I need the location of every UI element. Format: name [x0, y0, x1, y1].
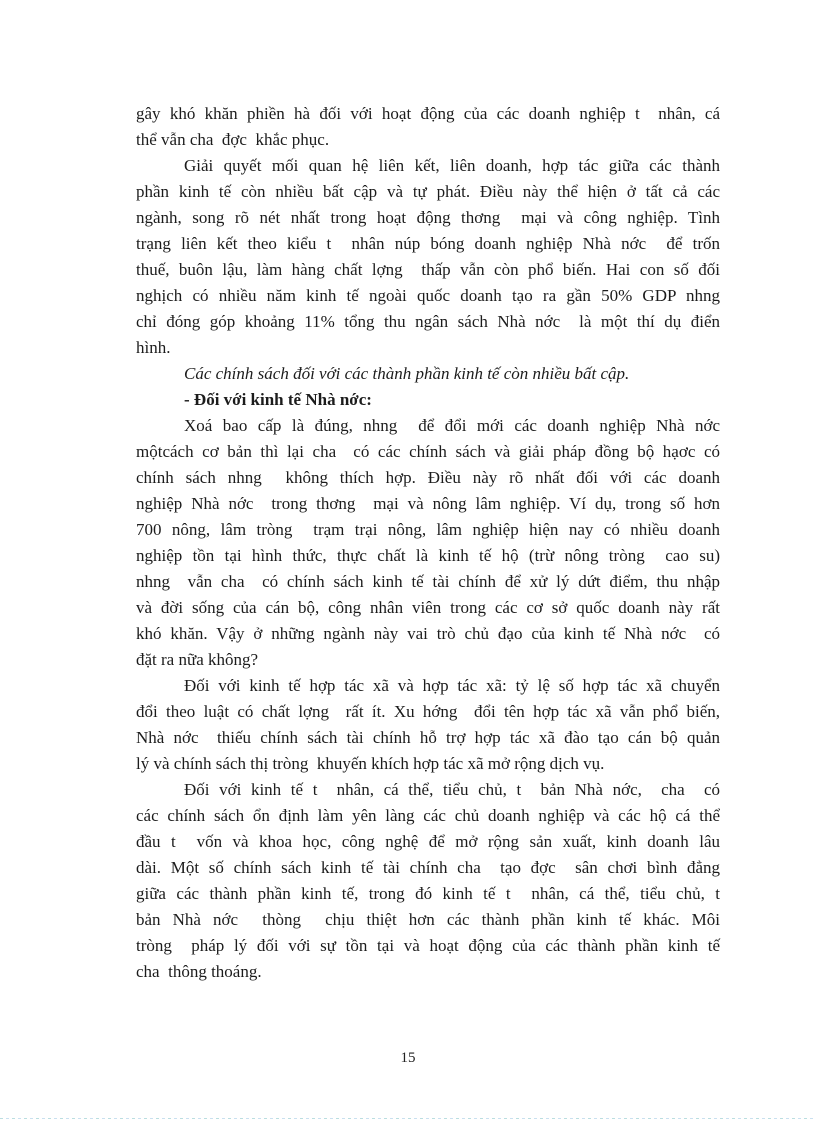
text-block	[136, 101, 720, 985]
text-line: mộtcách cơ bản thì lại cha có các chính sách và giải pháp đồng bộ hạơc có	[136, 442, 720, 461]
text-line: đặt ra nữa không?	[136, 650, 259, 669]
paragraph	[136, 673, 720, 777]
text-line: và đời sống của cán bộ, công nhân viên trong các cơ sở quốc doanh này rất	[136, 598, 720, 617]
text-line: nghịch có nhiều năm kinh tế ngoài quốc doanh tạo ra gần 50% GDP nhng	[136, 286, 720, 305]
text-line: đổi theo luật có chất lợng rất ít. Xu hớng đổi tên hợp tác xã vẫn phổ biến,	[136, 702, 720, 721]
text-line: bản Nhà nớc thòng chịu thiệt hơn các thành phần kinh tế khác. Môi	[136, 910, 720, 929]
text-line: Đối với kinh tế t nhân, cá thể, tiểu chủ, t bản Nhà nớc, cha có	[184, 780, 720, 799]
text-line: lý và chính sách thị tròng khuyến khích hợp tác xã mở rộng dịch vụ.	[136, 754, 605, 773]
paragraph	[136, 101, 720, 153]
text-line: 700 nông, lâm tròng trạm trại nông, lâm nghiệp hiện nay có nhiều doanh	[136, 520, 720, 539]
page-number: 15	[400, 1050, 416, 1066]
text-line: cha thông thoáng.	[136, 962, 262, 981]
paragraph	[136, 387, 720, 413]
paragraph	[136, 777, 720, 985]
text-line: hình.	[136, 338, 171, 357]
text-line: nghiệp Nhà nớc trong thơng mại và nông lâm nghiệp. Ví dụ, trong số hơn	[136, 494, 720, 513]
text-line: chính sách nhng không thích hợp. Điều này rõ nhất đối với các doanh	[136, 468, 720, 487]
text-line: ngành, song rõ nét nhất trong hoạt động thơng mại và công nghiệp. Tình	[136, 208, 720, 227]
text-line: các chính sách ổn định làm yên làng các chủ doanh nghiệp và các hộ cá thể	[136, 806, 720, 825]
text-line: Nhà nớc thiếu chính sách tài chính hỗ trợ hợp tác xã đào tạo cán bộ quản	[136, 728, 720, 747]
text-line: Giải quyết mối quan hệ liên kết, liên doanh, hợp tác giữa các thành	[184, 156, 720, 175]
paragraph	[136, 153, 720, 361]
text-line: giữa các thành phần kinh tế, trong đó kinh tế t nhân, cá thể, tiểu chủ, t	[136, 884, 720, 903]
text-line: phần kinh tế còn nhiều bất cập và tự phát. Điều này thể hiện ở tất cả các	[136, 182, 720, 201]
text-line: đầu t vốn và khoa học, công nghệ để mở rộng sản xuất, kinh doanh lâu	[136, 832, 720, 851]
text-line: tròng pháp lý đối với sự tồn tại và hoạt động của các thành phần kinh tế	[136, 936, 720, 955]
text-line: khó khăn. Vậy ở những ngành này vai trò chủ đạo của kinh tế Nhà nớc có	[136, 624, 720, 643]
paragraph	[136, 413, 720, 673]
text-line: trạng liên kết theo kiểu t nhân núp bóng doanh nghiệp Nhà nớc để trốn	[136, 234, 720, 253]
text-line: thuế, buôn lậu, làm hàng chất lợng thấp vẫn còn phổ biến. Hai con số đối	[136, 260, 720, 279]
text-line: Xoá bao cấp là đúng, nhng để đổi mới các doanh nghiệp Nhà nớc	[184, 416, 720, 435]
text-line: nhng vẫn cha có chính sách kinh tế tài chính để xử lý dứt điểm, thu nhập	[136, 572, 720, 591]
text-line: Các chính sách đối với các thành phần kinh tế còn nhiều bất cập.	[184, 364, 630, 383]
text-line: gây khó khăn phiền hà đối với hoạt động của các doanh nghiệp t nhân, cá	[136, 104, 720, 123]
text-line: chỉ đóng góp khoảng 11% tổng thu ngân sách Nhà nớc là một thí dụ điển	[136, 312, 720, 331]
text-line: Đối với kinh tế hợp tác xã và hợp tác xã: tỷ lệ số hợp tác xã chuyển	[184, 676, 720, 695]
text-line: - Đối với kinh tế Nhà nớc:	[184, 390, 372, 409]
text-line: thể vẫn cha đợc khắc phục.	[136, 130, 330, 149]
paragraph	[136, 361, 720, 387]
text-line: dài. Một số chính sách kinh tế tài chính cha tạo đợc sân chơi bình đẳng	[136, 858, 720, 877]
text-line: nghiệp tồn tại hình thức, thực chất là kinh tế hộ (trừ nông tròng cao su)	[136, 546, 720, 565]
footer-divider	[0, 1118, 816, 1119]
